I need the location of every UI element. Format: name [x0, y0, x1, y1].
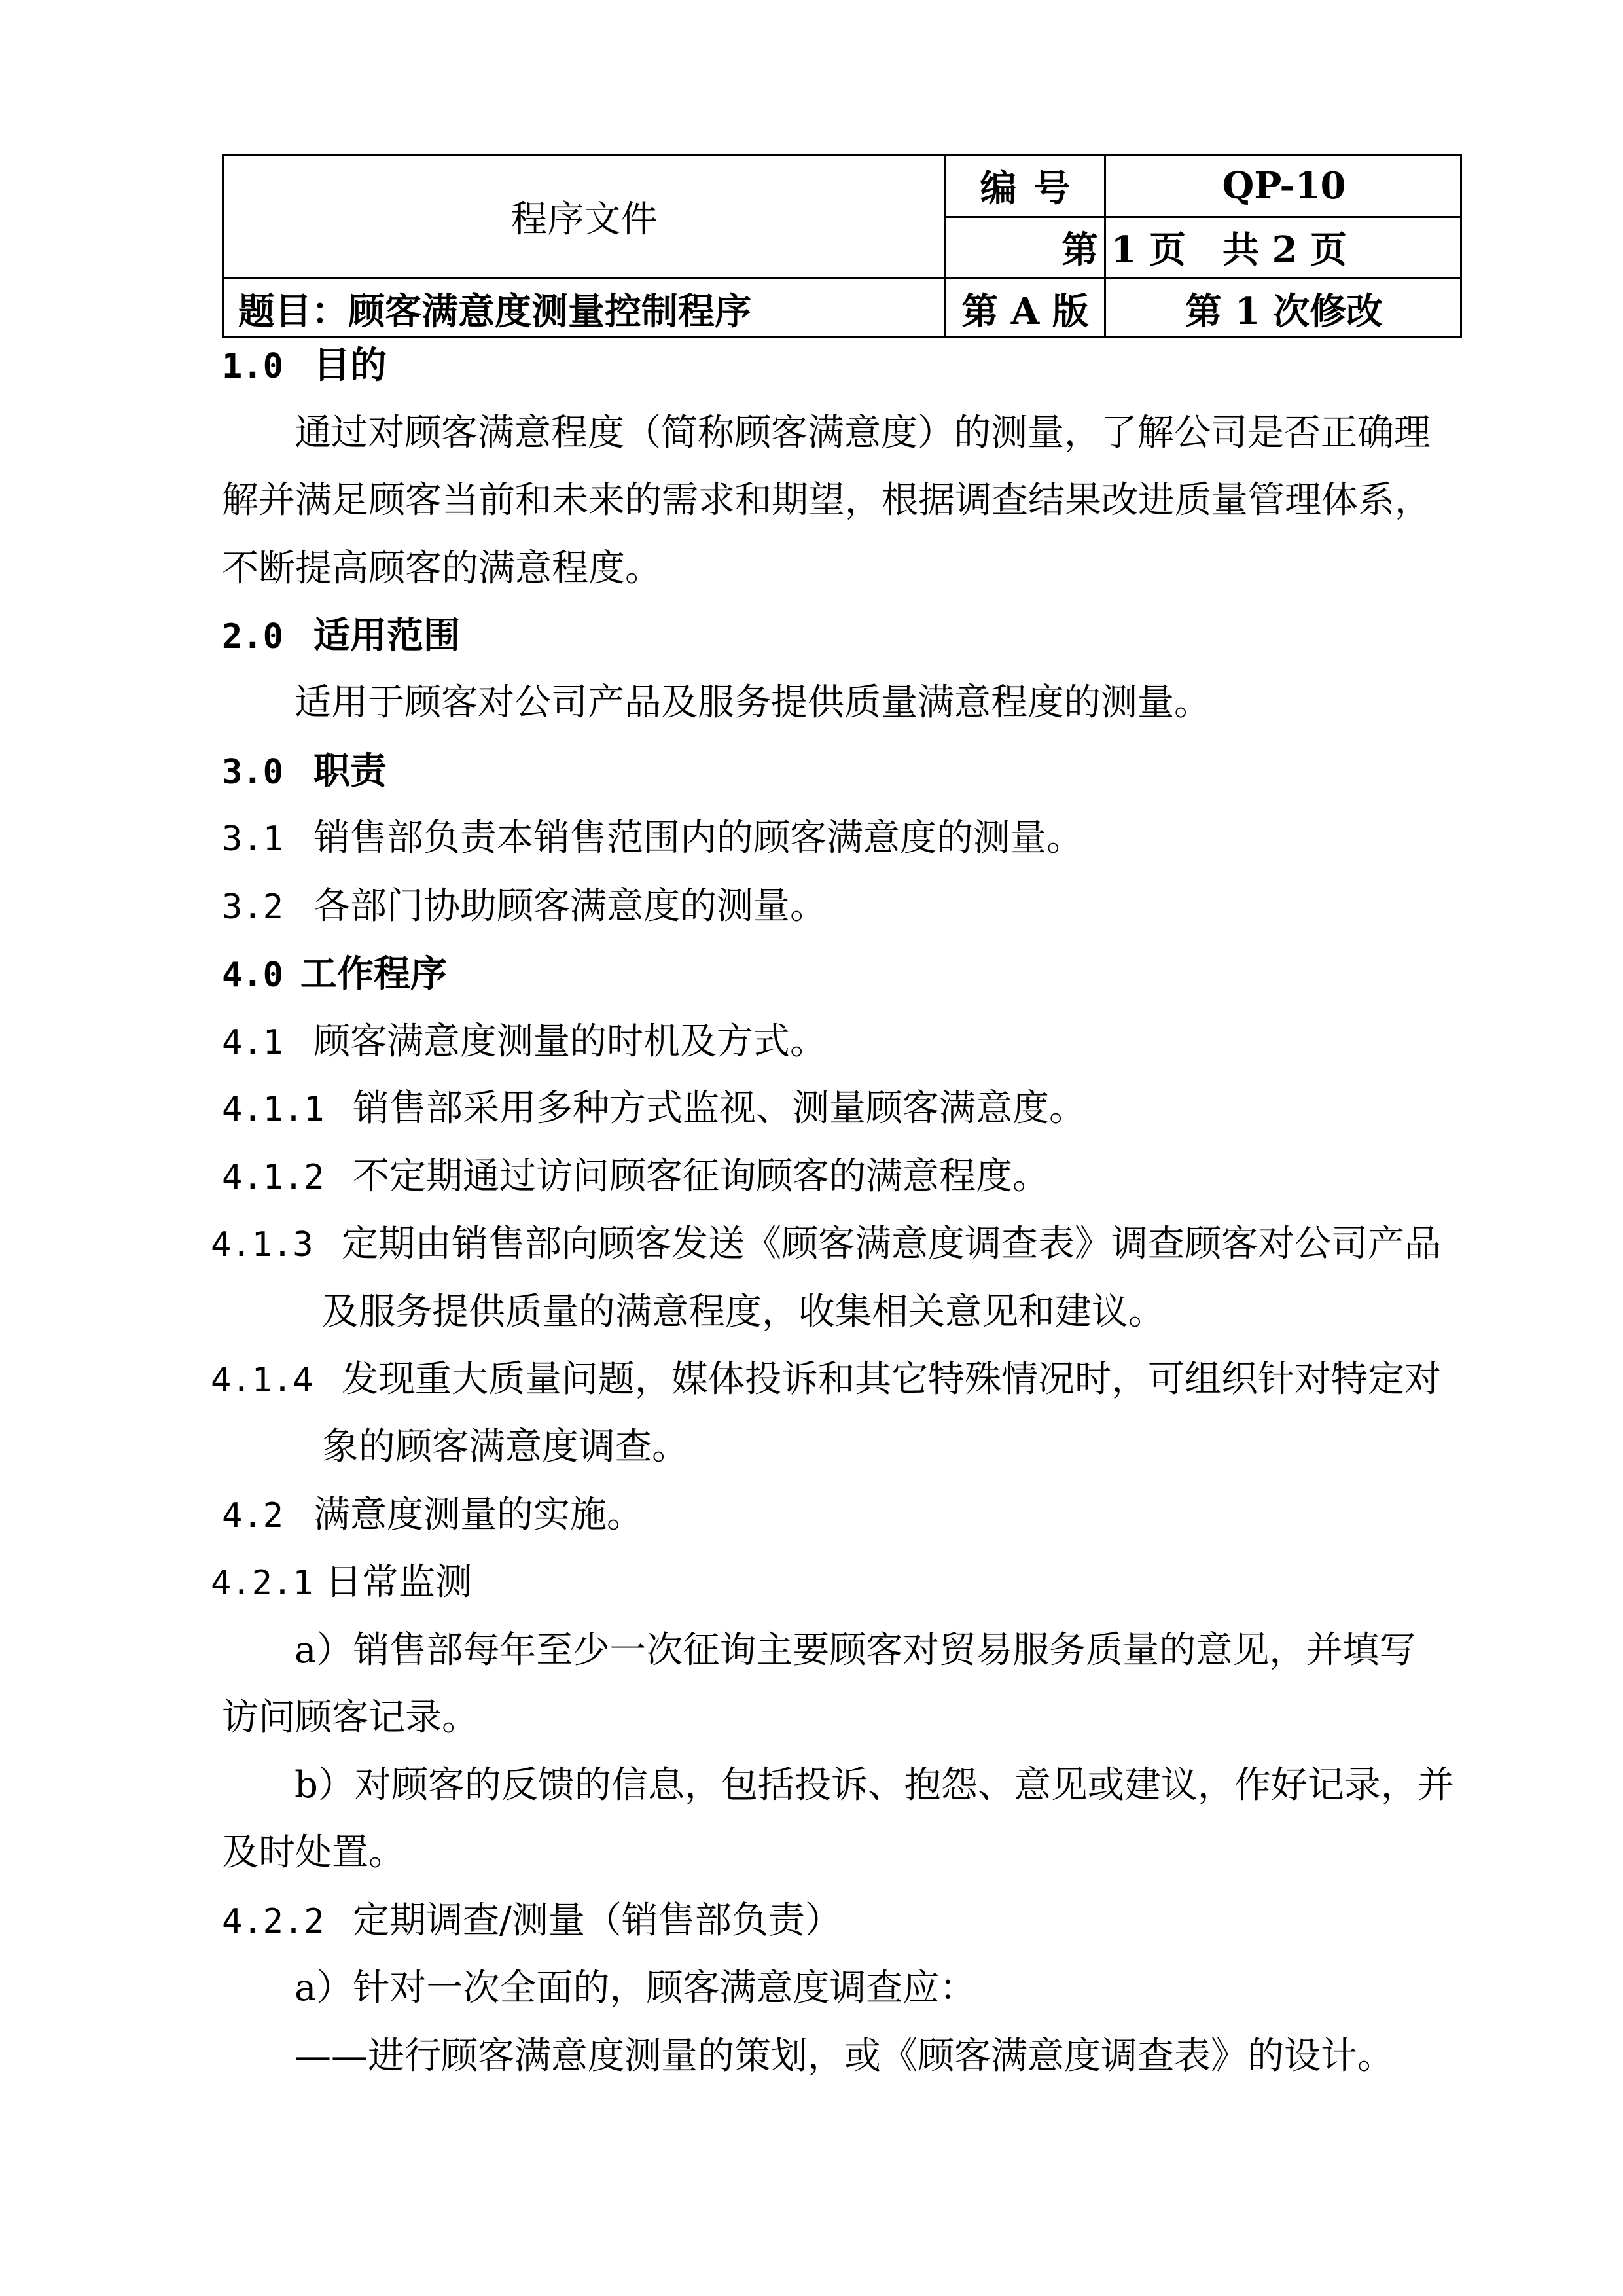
section-heading: 4.0 工作程序: [222, 952, 447, 996]
header-table: [222, 154, 1462, 338]
section-heading: 1.0 目的: [222, 344, 387, 387]
doc-type: 程序文件: [510, 198, 658, 241]
list-item: 4.1.2 不定期通过访问顾客征询顾客的满意程度。: [222, 1155, 1049, 1198]
list-item: 4.1.1 销售部采用多种方式监视、测量顾客满意度。: [222, 1087, 1086, 1130]
paragraph-line: 不断提高顾客的满意程度。: [222, 547, 662, 590]
code-value: QP-10: [1222, 164, 1346, 207]
paragraph-line: 及时处置。: [222, 1831, 405, 1874]
list-item: 4.2 满意度测量的实施。: [222, 1494, 643, 1536]
section-heading: 3.0 职责: [222, 749, 387, 793]
paragraph-line: 通过对顾客满意程度（简称顾客满意度）的测量，了解公司是否正确理: [294, 412, 1431, 454]
paragraph-line: 访问顾客记录。: [222, 1696, 478, 1739]
doc-title: 题目：顾客满意度测量控制程序: [238, 289, 751, 333]
list-item: 4.2.1 日常监测: [211, 1561, 472, 1604]
edition: 第 A 版: [961, 289, 1089, 333]
paragraph-line: a）销售部每年至少一次征询主要顾客对贸易服务质量的意见，并填写: [294, 1629, 1416, 1672]
list-item: 4.1.3 定期由销售部向顾客发送《顾客满意度调查表》调查顾客对公司产品: [211, 1223, 1441, 1265]
list-item: 3.2 各部门协助顾客满意度的测量。: [222, 885, 827, 927]
list-item: 3.1 销售部负责本销售范围内的顾客满意度的测量。: [222, 817, 1083, 859]
revision: 第 1 次修改: [1185, 289, 1383, 333]
page-info: 第 1 页 共 2 页: [1061, 228, 1347, 272]
paragraph-line: a）针对一次全面的，顾客满意度调查应：: [294, 1967, 976, 2009]
code-label: 编号: [980, 167, 1088, 210]
paragraph-line: 适用于顾客对公司产品及服务提供质量满意程度的测量。: [294, 681, 1211, 724]
list-item: 4.1.4 发现重大质量问题，媒体投诉和其它特殊情况时，可组织针对特定对: [211, 1358, 1441, 1401]
paragraph-line: 解并满足顾客当前和未来的需求和期望，根据调查结果改进质量管理体系，: [222, 479, 1431, 522]
paragraph-line: b）对顾客的反馈的信息，包括投诉、抱怨、意见或建议，作好记录，并: [294, 1764, 1454, 1806]
list-item: 4.2.2 定期调查/测量（销售部负责）: [222, 1899, 842, 1942]
paragraph-line: 及服务提供质量的满意程度，收集相关意见和建议。: [322, 1291, 1165, 1333]
section-heading: 2.0 适用范围: [222, 614, 460, 657]
list-item: 4.1 顾客满意度测量的时机及方式。: [222, 1020, 827, 1063]
paragraph-line: 象的顾客满意度调查。: [322, 1426, 688, 1468]
paragraph-line: ——进行顾客满意度测量的策划，或《顾客满意度调查表》的设计。: [294, 2035, 1394, 2077]
